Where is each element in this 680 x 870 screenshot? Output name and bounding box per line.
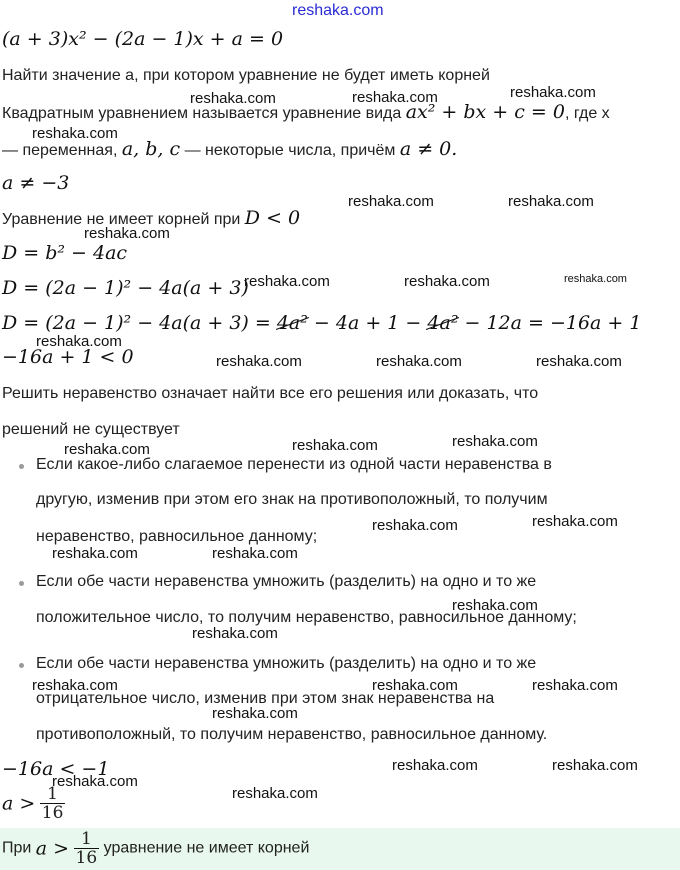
watermark: reshaka.com (552, 757, 638, 774)
watermark: reshaka.com (532, 513, 618, 530)
watermark: reshaka.com (84, 225, 170, 242)
explanation-line-1: Решить неравенство означает найти все его решения или доказать, что (2, 385, 539, 402)
watermark: reshaka.com (32, 677, 118, 694)
watermark: reshaka.com (536, 353, 622, 370)
answer-line: При a > $\frac{1}{16}$ уравнение не имеет корней (2, 829, 310, 868)
watermark: reshaka.com (212, 705, 298, 722)
watermark: reshaka.com (372, 517, 458, 534)
watermark: reshaka.com (348, 193, 434, 210)
definition-line-1: Квадратным уравнением называется уравнение вида ax² + bx + c = 0, где x (2, 101, 610, 123)
bullet-1 (19, 464, 24, 469)
rule-1-line-2: другую, изменив при этом его знак на противоположный, то получим (36, 491, 548, 508)
discriminant-formula: D = b² − 4ac (2, 242, 128, 264)
watermark: reshaka.com (508, 193, 594, 210)
watermark: reshaka.com (392, 757, 478, 774)
no-roots-condition: Уравнение не имеет корней при D < 0 (2, 207, 301, 229)
watermark: reshaka.com (212, 545, 298, 562)
discriminant-substituted: D = (2a − 1)² − 4a(a + 3) (2, 277, 249, 299)
task-text: Найти значение a, при котором уравнение не будет иметь корней (2, 67, 490, 84)
equation: (a + 3)x² − (2a − 1)x + a = 0 (2, 28, 284, 50)
rule-1-line-3: неравенство, равносильное данному; (36, 528, 318, 545)
cancelled-term-1: 4a² (276, 312, 308, 334)
explanation-line-2: решений не существует (2, 421, 180, 438)
watermark: reshaka.com (404, 273, 490, 290)
rule-3-line-1: Если обе части неравенства умножить (разделить) на одно и то же (36, 655, 537, 672)
cancelled-term-2: 4a² (427, 312, 459, 334)
watermark-top: reshaka.com (292, 2, 384, 19)
watermark: reshaka.com (372, 677, 458, 694)
rule-2-line-1: Если обе части неравенства умножить (разделить) на одно и то же (36, 573, 537, 590)
watermark: reshaka.com (36, 333, 122, 350)
watermark: reshaka.com (376, 353, 462, 370)
watermark: reshaka.com (216, 353, 302, 370)
step-inequality: −16a < −1 (2, 758, 110, 780)
watermark: reshaka.com (232, 785, 318, 802)
watermark: reshaka.com (52, 773, 138, 790)
rule-3-line-3: противоположный, то получим неравенство, равносильное данному. (36, 726, 548, 743)
rule-2-line-2: положительное число, то получим неравенство, равносильное данному; (36, 609, 577, 626)
watermark: reshaka.com (352, 89, 438, 106)
watermark: reshaka.com (532, 677, 618, 694)
watermark: reshaka.com (192, 625, 278, 642)
condition-a: a ≠ −3 (2, 172, 70, 194)
bullet-3 (19, 663, 24, 668)
watermark: reshaka.com (452, 433, 538, 450)
answer-fraction: $\frac{1}{16}$ (75, 829, 98, 868)
rule-1-line-1: Если какое-либо слагаемое перенести из одной части неравенства в (36, 456, 552, 473)
watermark: reshaka.com (510, 84, 596, 101)
result-fraction: $\frac{1}{16}$ (41, 784, 64, 823)
discriminant-expanded: D = (2a − 1)² − 4a(a + 3) = 4a² − 4a + 1 − 4a² − 12a = −16a + 1 (2, 312, 642, 334)
bullet-2 (19, 581, 24, 586)
discriminant-inequality: −16a + 1 < 0 (2, 346, 134, 368)
watermark: reshaka.com (452, 597, 538, 614)
result-inequality: a > $\frac{1}{16}$ (2, 784, 64, 823)
definition-line-2: — переменная, a, b, c — некоторые числа, причём a ≠ 0. (2, 138, 458, 160)
watermark: reshaka.com (244, 273, 330, 290)
watermark: reshaka.com (190, 90, 276, 107)
watermark: reshaka.com (64, 441, 150, 458)
watermark-small: reshaka.com (564, 273, 627, 285)
rule-3-line-2: отрицательное число, изменив при этом знак неравенства на (36, 690, 495, 707)
watermark: reshaka.com (32, 125, 118, 142)
watermark: reshaka.com (292, 437, 378, 454)
watermark: reshaka.com (52, 545, 138, 562)
